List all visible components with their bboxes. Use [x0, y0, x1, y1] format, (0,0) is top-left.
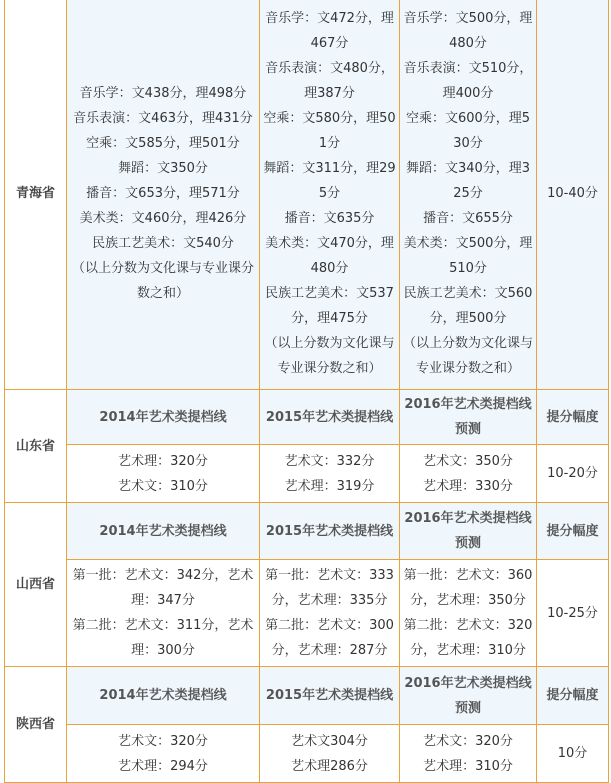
increase-range: 10分 [537, 725, 609, 783]
score-cell-2015: 音乐学：文472分，理467分 音乐表演：文480分，理387分 空乘：文580分，理501分 舞蹈：文311分，理295分 播音：文635分 美术类：文470分，理480分 民族工艺美术：文537分，理475分 （以上分数为文化课与专业课分数之和） [260, 0, 400, 390]
column-header: 2014年艺术类提档线 [67, 503, 260, 560]
score-cell-2014: 艺术文：320分 艺术理：294分 [67, 725, 260, 783]
score-table [4, 0, 609, 783]
column-header: 2015年艺术类提档线 [260, 503, 400, 560]
score-cell-2014: 第一批：艺术文：342分，艺术理：347分 第二批：艺术文：311分，艺术理：300分 [67, 560, 260, 667]
column-header: 提分幅度 [537, 390, 609, 445]
table-row [5, 560, 609, 667]
increase-range: 10-20分 [537, 445, 609, 503]
score-cell-2014: 艺术理：320分 艺术文：310分 [67, 445, 260, 503]
column-header: 2016年艺术类提档线预测 [400, 390, 537, 445]
column-header: 2015年艺术类提档线 [260, 390, 400, 445]
column-header: 2014年艺术类提档线 [67, 390, 260, 445]
score-cell-2015: 艺术文304分 艺术理286分 [260, 725, 400, 783]
column-header: 2016年艺术类提档线预测 [400, 667, 537, 725]
column-header: 2015年艺术类提档线 [260, 667, 400, 725]
score-cell-2016: 艺术文：350分 艺术理：330分 [400, 445, 537, 503]
score-cell-2015: 艺术文：332分 艺术理：319分 [260, 445, 400, 503]
table-row [5, 667, 609, 725]
table-row [5, 725, 609, 783]
increase-range: 10-40分 [537, 0, 609, 390]
score-cell-2015: 第一批：艺术文：333分，艺术理：335分 第二批：艺术文：300分，艺术理：287分 [260, 560, 400, 667]
column-header: 2014年艺术类提档线 [67, 667, 260, 725]
column-header: 提分幅度 [537, 503, 609, 560]
table-row [5, 445, 609, 503]
score-cell-2016: 艺术文：320分 艺术理：310分 [400, 725, 537, 783]
province-name: 山西省 [5, 503, 67, 667]
table-row [5, 503, 609, 560]
score-cell-2014: 音乐学：文438分，理498分 音乐表演：文463分，理431分 空乘：文585分，理501分 舞蹈：文350分 播音：文653分，理571分 美术类：文460分，理426分 民族工艺美术：文540分 （以上分数为文化课与专业课分数之和） [67, 0, 260, 390]
province-name: 山东省 [5, 390, 67, 503]
column-header: 提分幅度 [537, 667, 609, 725]
increase-range: 10-25分 [537, 560, 609, 667]
table-row [5, 390, 609, 445]
province-name: 陕西省 [5, 667, 67, 783]
score-cell-2016: 第一批：艺术文：360分，艺术理：350分 第二批：艺术文：320分，艺术理：310分 [400, 560, 537, 667]
province-name: 青海省 [5, 0, 67, 390]
column-header: 2016年艺术类提档线预测 [400, 503, 537, 560]
score-cell-2016: 音乐学：文500分，理480分 音乐表演：文510分，理400分 空乘：文600分，理530分 舞蹈：文340分，理325分 播音：文655分 美术类：文500分，理510分 民族工艺美术：文560分，理500分 （以上分数为文化课与专业课分数之和） [400, 0, 537, 390]
table-row [5, 0, 609, 390]
